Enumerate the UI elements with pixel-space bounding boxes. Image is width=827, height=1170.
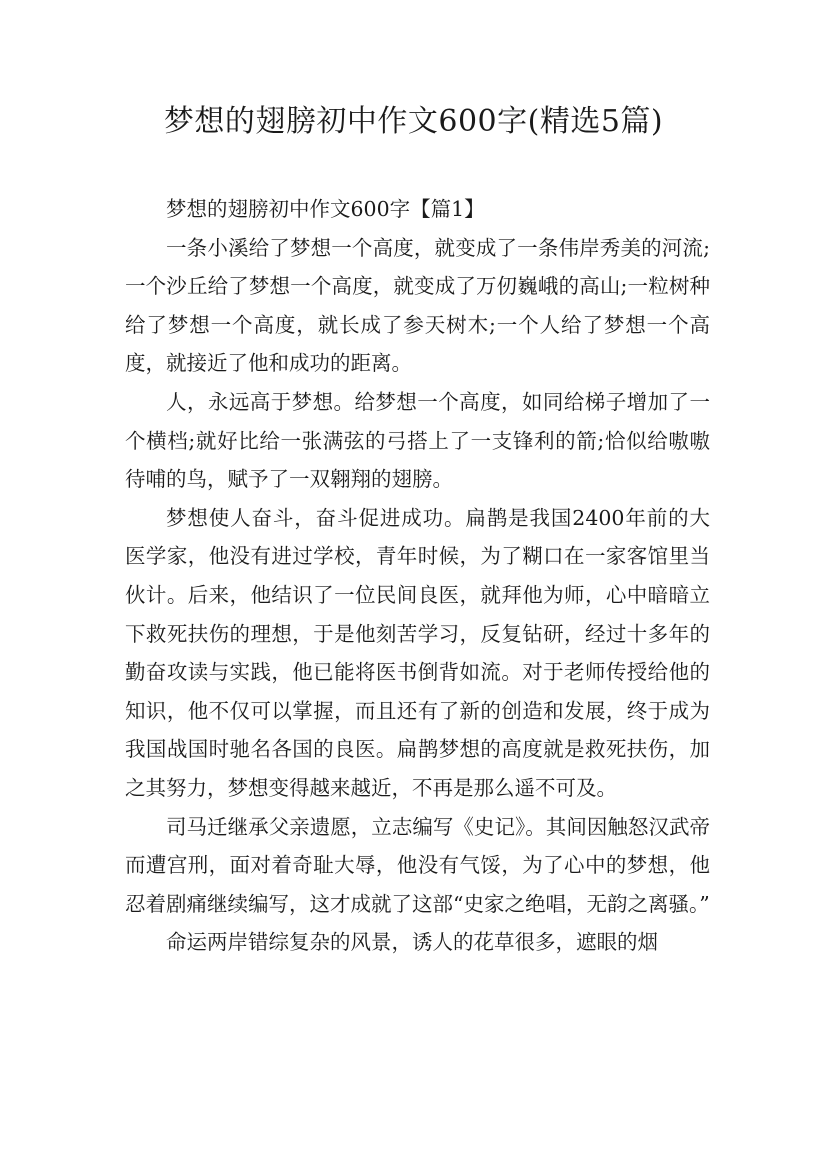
paragraph-4: 司马迁继承父亲遗愿，立志编写《史记》。其间因触怒汉武帝而遭宫刑，面对着奇耻大辱，他没有气馁，为了心中的梦想，他忍着剧痛继续编写，这才成就了这部“史家之绝唱，无韵之离骚。” bbox=[125, 814, 710, 916]
paragraph-5: 命运两岸错综复杂的风景，诱人的花草很多，遮眼的烟 bbox=[166, 930, 658, 955]
paragraph-1: 一条小溪给了梦想一个高度，就变成了一条伟岸秀美的河流;一个沙丘给了梦想一个高度，就变成了万仞巍峨的高山;一粒树种给了梦想一个高度，就长成了参天树木;一个人给了梦想一个高度，就接近了他和成功的距离。 bbox=[125, 235, 710, 376]
paragraph-2: 人，永远高于梦想。给梦想一个高度，如同给梯子增加了一个横档;就好比给一张满弦的弓搭上了一支锋利的箭;恰似给嗷嗷待哺的鸟，赋予了一双翱翔的翅膀。 bbox=[125, 389, 710, 492]
document-title: 梦想的翅膀初中作文600字(精选5篇) bbox=[163, 104, 664, 139]
document-body bbox=[125, 190, 710, 962]
section-heading: 梦想的翅膀初中作文600字【篇1】 bbox=[166, 197, 485, 221]
paragraph-3: 梦想使人奋斗，奋斗促进成功。扁鹊是我国2400年前的大医学家，他没有进过学校，青年时候，为了糊口在一家客馆里当伙计。后来，他结识了一位民间良医，就拜他为师，心中暗暗立下救死扶伤的理想，于是他刻苦学习，反复钻研，经过十多年的勤奋攻读与实践，他已能将医书倒背如流。对于老师传授给他的知识，他不仅可以掌握，而且还有了新的创造和发展，终于成为我国战国时驰名各国的良医。扁鹊梦想的高度就是救死扶伤，加之其努力，梦想变得越来越近，不再是那么遥不可及。 bbox=[125, 505, 710, 800]
